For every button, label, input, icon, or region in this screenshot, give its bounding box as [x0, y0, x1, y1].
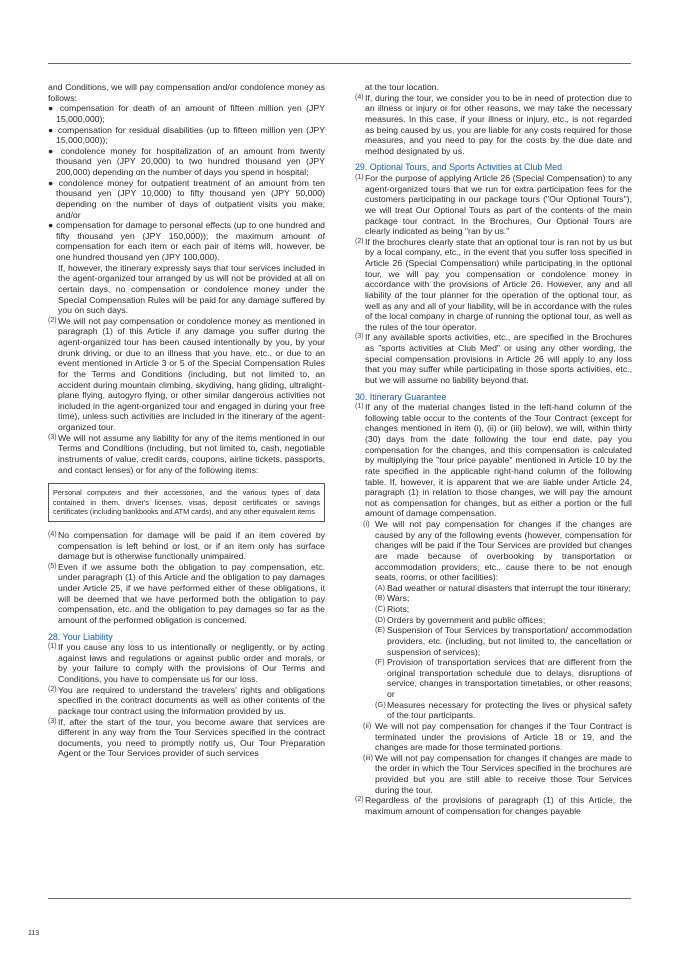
paragraph-2: (2) We will not pay compensation or condolence money as mentioned in paragraph (1) of this Article if any damage you suffer during the agent-organized tour has been caused intentionally by you, by your drunk driving, or due to an illness that you have, etc., or due to an event mentioned in Article 3 or 5 of the Special Compensation Rules for the Terms and Conditions (including, but not limited to, an accident during mountain climbing, skydiving, hang gliding, ultralight-plane flying, autogyro flying, or other similar dangerous activities not included in the agent-organized tour and engaged in during your free time), unless such activities are included in the itinerary of the agent-organized tour.	[48, 315, 325, 432]
section-28-item-4: (4) If, during the tour, we consider you to be in need of protection due to an illness or injury or for other reasons, we may take the necessary measures. In this case, if your illness or injury, etc., is not regarded as being caused by us, you are liable for any costs required for those measures, and you need to pay for the costs by the due date and method designated by us.	[355, 92, 632, 156]
section-29-item-3: (3) If any available sports activities, etc., are specified in the Brochures as "sports activities at Club Med" or using any other wording, the special compensation provisions in Article 26 will apply to any loss that you may suffer while participating in those sports activities, etc., but we will assume no liability beyond that.	[355, 332, 632, 385]
paragraph-3: (3) We will not assume any liability for any of the items mentioned in our Terms and Conditions (including, but not limited to, cash, negotiable instruments of value, credit cards, coupons, airline tickets, passports, and contact lenses) or for any of the following items:	[48, 432, 325, 475]
header-rule	[48, 63, 631, 64]
sub-sub-item: (G) Measures necessary for protecting the lives or physical safety of the tour participants.	[375, 699, 632, 721]
sub-sub-item: (E) Suspension of Tour Services by transportation/ accommodation providers, etc. (including, but not limited to, the cancellation or suspension of services);	[375, 625, 632, 657]
section-heading-29: 29. Optional Tours, and Sports Activities at Club Med	[355, 162, 563, 173]
left-column	[48, 82, 325, 759]
section-30-item-2: (2) Regardless of the provisions of paragraph (1) of this Article, the maximum amount of compensation for changes payable	[355, 795, 632, 816]
bullet-item: ● compensation for residual disabilities (up to fifteen million yen (JPY 15,000,000));	[48, 124, 326, 146]
sub-item-iii: (iii) We will not pay compensation for changes if changes are made to the order in which the Tour Services specified in the brochures are provided but you are still able to receive those Tour Services during the tour.	[363, 752, 632, 795]
sub-item-i: (i) We will not pay compensation for changes if the changes are caused by any of the following events (however, compensation for changes will be paid if the Tour Services are provided but changes are made because of overbooking by transportation or accommodation providers, etc., cause there to be not enough seats, rooms, or other facilities):	[363, 519, 632, 583]
section-28-item-1: (1) If you cause any loss to us intentionally or negligently, or by acting against laws and regulations or against public order and morals, or by your failure to comply with the provisions of Our Terms and Conditions, you have to compensate us for our loss.	[48, 642, 325, 685]
bullet-item: ● condolence money for outpatient treatment of an amount from ten thousand yen (JPY 10,000) to fifty thousand yen (JPY 50,000) depending on the number of days of outpatient visits you make; and/or	[48, 177, 325, 220]
however-paragraph: If, however, the itinerary expressly says that tour services included in the agent-organized tour arranged by us will not be provided at all on certain days, no compensation or condolence money under the Special Compensation Rules will be paid for any damage suffered by you on such days.	[58, 262, 325, 316]
page-number: 113	[28, 930, 40, 937]
bullet-item: ● compensation for damage to personal effects (up to one hundred and fifty thousand yen (JPY 150,000)); the maximum amount of compensation for each item or each pair of items will, however, be one hundred thousand yen (JPY 100,000).	[48, 220, 326, 262]
section-29-item-2: (2) If the brochures clearly state that an optional tour is ran not by us but by a local company, etc., in the event that you suffer loss specified in Article 26 (Special Compensation) while participating in the optional tour, we will pay you compensation or condolence money in accordance with the provisions of Article 26. However, any and all liability of the tour planner for the operation of the optional tour, as well as any and all of your liability, will be in accordance with the rules of the local company in charge of running the optional tour, as well as the rules of the tour operator.	[355, 236, 632, 332]
section-28-item-2: (2) You are required to understand the travelers' rights and obligations specified in the contract documents as well as other contents of the package tour contract using the information provided by us.	[48, 684, 325, 716]
sub-sub-item: (A) Bad weather or natural disasters that interrupt the tour itinerary;	[375, 582, 631, 593]
section-29-item-1: (1) For the purpose of applying Article 26 (Special Compensation) to any agent-organized tours that we run for extra participation fees for the customers participating in our package tours ("Our Optional Tours"), we will treat Our Optional Tours as part of the contents of the main package tour contract. In the Brochures, Our Optional Tours are clearly indicated as being "ran by us."	[355, 173, 632, 237]
excluded-items-text: Personal computers and their accessories, and the various types of data contained in them, driver's licenses, visas, deposit certificates or savings certificates (including bankbooks and ATM cards), and any other equivalent items	[53, 488, 320, 517]
paragraph-4: (4) No compensation for damage will be paid if an item covered by compensation is left behind or lost, or if an item only has surface damage but is otherwise functionally unimpaired.	[48, 529, 325, 562]
sub-sub-item: (C) Riots;	[375, 604, 410, 614]
intro-text: and Conditions, we will pay compensation and/or condolence money as follows:	[48, 82, 325, 103]
paragraph-5: (5) Even if we assume both the obligation to pay compensation, etc. under paragraph (1) of this Article and the obligation to pay damages under Article 25, if we have performed either of these obligations, it will be deemed that we have performed both the obligation to pay compensation, etc. and the obligation to pay damages so far as the amount of the performed obligation is concerned.	[48, 561, 325, 625]
excluded-items-box	[48, 483, 325, 522]
bullet-item: ● condolence money for hospitalization of an amount from twenty thousand yen (JPY 20,000) to two hundred thousand yen (JPY 200,000) depending on the number of days you spend in hospital;	[48, 145, 325, 177]
bullet-item: ● compensation for death of an amount of fifteen million yen (JPY 15,000,000);	[48, 103, 325, 124]
sub-sub-item: (D) Orders by government and public offices;	[375, 614, 546, 625]
section-heading-28: 28. Your Liability	[48, 631, 113, 642]
right-column	[355, 82, 632, 817]
section-heading-30: 30. Itinerary Guarantee	[355, 391, 447, 402]
sub-sub-item: (F) Provision of transportation services that are different from the original transportation schedule due to delays, disruptions of service, changes in transportation timetables, or other reasons; or	[375, 657, 632, 699]
sub-sub-item: (B) Wars;	[375, 593, 410, 604]
continued-text: at the tour location.	[365, 82, 439, 92]
footer-rule	[48, 898, 631, 899]
section-30-item-1: (1) If any of the material changes listed in the left-hand column of the following table occur to the contents of the Tour Contract (except for changes mentioned in item (i), (ii) or (iii) below), we will, within thirty (30) days from the date following the tour end date, pay you compensation for the changes, and this compensation is calculated by multiplying the "tour price payable" mentioned in Article 10 by the rate specified in the applicable right-hand column of the following table. If, however, it is apparent that we are liable under Article 24, paragraph (1) in relation to those changes, we will pay the amount not as compensation for changes, but as either a portion or the full amount of damage compensation.	[355, 402, 632, 519]
sub-item-ii: (ii) We will not pay compensation for changes if the Tour Contract is terminated under the provisions of Article 18 or 19, and the changes are made for those terminated portions.	[363, 720, 632, 753]
section-28-item-3: (3) If, after the start of the tour, you become aware that services are different in any way from the Tour Services specified in the contract documents, you need to promptly notify us, Our Tour Preparation Agent or the Tour Services provider of such services	[48, 716, 325, 759]
